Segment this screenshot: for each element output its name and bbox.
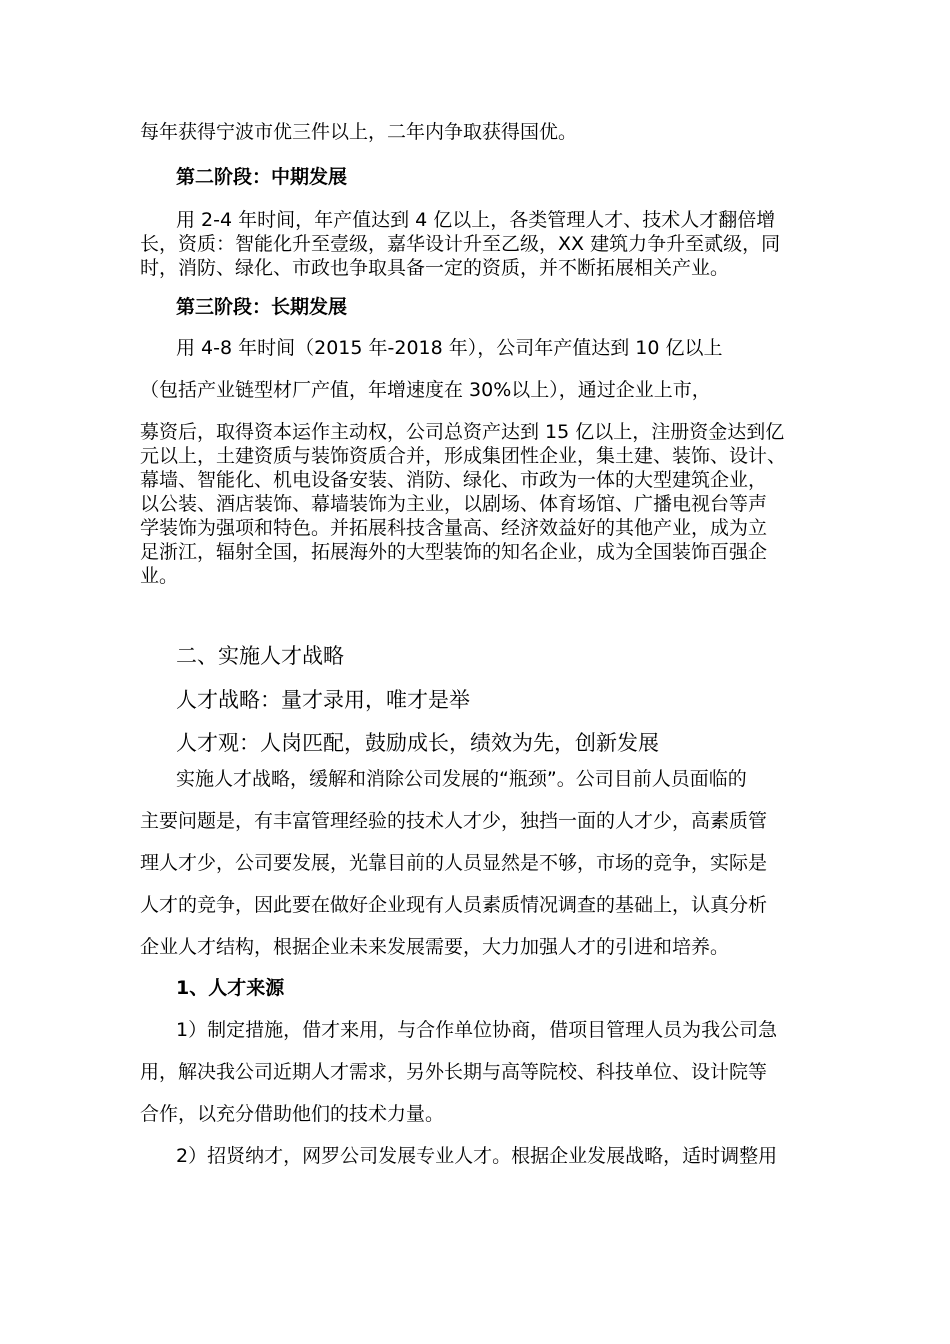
paragraph-line: 用 4-8 年时间（2015 年-2018 年），公司年产值达到 10 亿以上 — [176, 337, 723, 359]
paragraph-line: 每年获得宁波市优三件以上，二年内争取获得国优。 — [140, 121, 578, 143]
section-heading: 二、实施人才战略 — [176, 644, 344, 668]
paragraph-line: 幕墙、智能化、机电设备安装、消防、绿化、市政为一体的大型建筑企业， — [140, 469, 768, 491]
paragraph-line: 业。 — [140, 565, 179, 587]
paragraph-line: 元以上，土建资质与装饰资质合并，形成集团性企业，集土建、装饰、设计、 — [140, 445, 787, 467]
paragraph-line: 用，解决我公司近期人才需求，另外长期与高等院校、科技单位、设计院等 — [140, 1061, 768, 1083]
paragraph-line: 实施人才战略，缓解和消除公司发展的“瓶颈”。公司目前人员面临的 — [176, 768, 747, 790]
paragraph-line: 长，资质：智能化升至壹级，嘉华设计升至乙级，XX 建筑力争升至贰级，同 — [140, 233, 781, 255]
stage2-heading: 第二阶段：中期发展 — [176, 166, 348, 188]
paragraph-line: 募资后，取得资本运作主动权，公司总资产达到 15 亿以上，注册资金达到亿 — [140, 421, 785, 443]
paragraph-line: 理人才少，公司要发展，光靠目前的人员显然是不够，市场的竞争，实际是 — [140, 852, 768, 874]
paragraph-line: 时，消防、绿化、市政也争取具备一定的资质，并不断拓展相关产业。 — [140, 257, 730, 279]
paragraph-line: 合作，以充分借助他们的技术力量。 — [140, 1103, 445, 1125]
paragraph-line: 主要问题是，有丰富管理经验的技术人才少，独挡一面的人才少，高素质管 — [140, 810, 768, 832]
paragraph-line: 2）招贤纳才，网罗公司发展专业人才。根据企业发展战略，适时调整用 — [176, 1145, 778, 1167]
paragraph-line: 用 2-4 年时间，年产值达到 4 亿以上，各类管理人才、技术人才翻倍增 — [176, 209, 776, 231]
talent-view: 人才观：人岗匹配，鼓励成长，绩效为先，创新发展 — [176, 731, 659, 755]
paragraph-line: 以公装、酒店装饰、幕墙装饰为主业，以剧场、体育场馆、广播电视台等声 — [140, 493, 768, 515]
paragraph-line: 足浙江，辐射全国，拓展海外的大型装饰的知名企业，成为全国装饰百强企 — [140, 541, 768, 563]
paragraph-line: （包括产业链型材厂产值，年增速度在 30%以上），通过企业上市， — [140, 379, 711, 401]
paragraph-line: 学装饰为强项和特色。并拓展科技含量高、经济效益好的其他产业，成为立 — [140, 517, 768, 539]
stage3-heading: 第三阶段：长期发展 — [176, 296, 348, 318]
paragraph-line: 1）制定措施，借才来用，与合作单位协商，借项目管理人员为我公司急 — [176, 1019, 778, 1041]
subsection-heading: 1、人才来源 — [176, 977, 285, 999]
talent-strategy: 人才战略：量才录用，唯才是举 — [176, 688, 470, 712]
paragraph-line: 人才的竞争，因此要在做好企业现有人员素质情况调查的基础上，认真分析 — [140, 894, 768, 916]
paragraph-line: 企业人才结构，根据企业未来发展需要，大力加强人才的引进和培养。 — [140, 936, 730, 958]
